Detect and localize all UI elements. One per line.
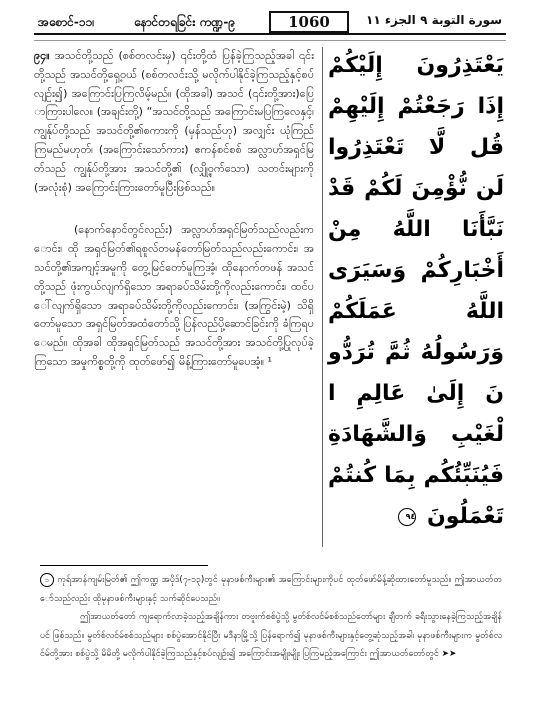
main-content	[34, 40, 506, 553]
footnote	[40, 571, 502, 705]
translation-text-1: အသင်တို့သည် (စစ်တလင်းမှ) ၎င်းတို့ထံ ပြန်ခဲ့ကြသည့်အခါ ၎င်းတို့သည် အသင်တို့ရှေ့ဝယ် (စစ်တလင်းသို့ မလိုက်ပါနိုင်ခဲ့ကြသည့်နှင့်စပ်လျဉ်း၍) အကြောင်းပြကြလိမ့်မည်။ (ထိုအခါ) အသင် (၎င်းတို့အား)ပြောကြားပါလေ။ (အချင်းတို့) “အသင်တို့သည် အကြောင်းမပြကြလေနှင့်၊ ကျွန်ုပ်တို့သည် အသင်တို့၏စကားကို (မှန်သည်ဟု) အလျှင်း ယုံကြည်ကြမည်မဟုတ်၊ (အကြောင်းသော်ကား) ဧကန်စင်စစ် အလ္လာဟ်အရှင်မြတ်သည် ကျွန်ုပ်တို့အား အသင်တို့၏ (လျှို့ဝှက်သော) သတင်းများကို (အလုံးစုံ) အကြောင်းကြားတော်မူပြီးဖြစ်သည်။	[34, 49, 314, 194]
continue-arrow-icon: ➤➤	[441, 649, 457, 659]
footnote-separator	[40, 565, 208, 566]
verse-number: ၉၄။	[34, 49, 50, 62]
surah-label: سورة التوبة ٩	[420, 13, 502, 27]
footnote-text-1: ကုရ်အာန်ကျမ်းမြတ်၏ ဤကဏ္ဍ အပိုဒ်(၇-၁၃)တွင် မုနာဖစ်ကီးများ၏ အကြောင်းများကိုပင် ထုတ်ဖော်မိန့်ဆိုထားတော်မူသည်။ ဤအာယတ်တော်သည်လည်း ထိုမုနာဖစ်ကီးများနှင့် သက်ဆိုင်ပေသည်။	[40, 575, 502, 604]
column-divider	[322, 47, 323, 547]
footnote-text-2: ဤအာယတ်တော် ကျရောက်လာခဲ့သည့်အချိန်ကား တဗူးက်စစ်ပွဲသို့ မွတ်စ်လင်မ်စစ်သည်တော်များ ချီတက် ခရီးသွားနေခဲ့ကြသည့်အချိန်ပင် ဖြစ်သည်။ မွတ်စ်လင်မ်စစ်သည်များ စစ်ပွဲအောင်နိုင်ပြီး မဒီနာမြို့သို့ ပြန်ရောက်၍ မုနာဖစ်ကီးများနှင့်တွေ့ဆုံသည့်အခါ၊ မုနာဖစ်ကီးများက မွတ်စ်လင်မ်တို့အား စစ်ပွဲသို့ မိမိတို့ မလိုက်ပါနိုင်ခဲ့ကြသည်နှင့်စပ်လျဉ်း၍ အကြောင်းအမျိုးမျိုး ပြကြမည့်အကြောင်း ဤအာယတ်တော်တွင်	[40, 612, 502, 659]
arabic-text: يَعْتَذِرُونَ إِلَيْكُمْ إِذَا رَجَعْتُمْ إِلَيْهِمْ قُل لَّا تَعْتَذِرُوا لَن نُّؤْمِنَ لَكُمْ قَدْ نَبَّأَنَا اللَّهُ مِنْ أَخْبَارِكُمْ وَسَيَرَى اللَّهُ عَمَلَكُمْ وَرَسُولُهُ ثُمَّ تُرَدُّونَ إِلَىٰ عَالِمِ الْغَيْبِ وَالشَّهَادَةِ فَيُنَبِّئُكُم بِمَا كُنتُمْ تَعْمَلُونَ	[328, 53, 504, 529]
footnote-marker: ၁	[40, 573, 54, 587]
volume-label: အစောင်-၁၁၊	[38, 15, 95, 29]
footnote-paragraph-2	[40, 608, 502, 664]
section-label: နောင်တရခြင်း ကဏ္ဍ-၉	[134, 15, 236, 29]
arabic-verse	[328, 45, 504, 529]
translation-column	[34, 47, 314, 553]
translation-paragraph-1	[34, 47, 314, 197]
translation-paragraph-2: (နောက်နောင်တွင်လည်း) အလ္လာဟ်အရှင်မြတ်သည်လည်းကောင်း၊ ထို အရှင်မြတ်၏ရစူလ်တမန်တော်မြတ်သည်လည်းကောင်း၊ အသင်တို့၏အကျင့်အမူကို တွေ့မြင်တော်မူကြအံ့၊ ထိုနောက်တဖန် အသင်တို့သည် ဖုံးကွယ်လျက်ရှိသော အရာခပ်သိမ်းတို့ကိုလည်းကောင်း၊ ထင်ပေါ်လျက်ရှိသော အရာခပ်သိမ်းတို့ကိုလည်းကောင်း၊ (အကြွင်းမဲ့) သိရှိတော်မူသော အရှင်မြတ်အထံတော်သို့ ပြန်လည်ပို့ဆောင်ခြင်းကို ခံကြရပေမည်။ ထိုအခါ ထိုအရှင်မြတ်သည် အသင်တို့အား အသင်တို့ပြုလုပ်ခဲ့ကြသော အမှုကိစ္စတို့ကို ထုတ်ဖော်၍ မိန့်ကြားတော်မူပေအံ့။ ¹	[34, 223, 314, 368]
page-number: 1060	[269, 11, 349, 33]
page-header	[34, 9, 506, 35]
ayah-number-marker: ٩٤	[398, 508, 416, 526]
juz-label: الجزء ١١	[366, 13, 416, 27]
footnote-paragraph-1	[40, 571, 502, 608]
